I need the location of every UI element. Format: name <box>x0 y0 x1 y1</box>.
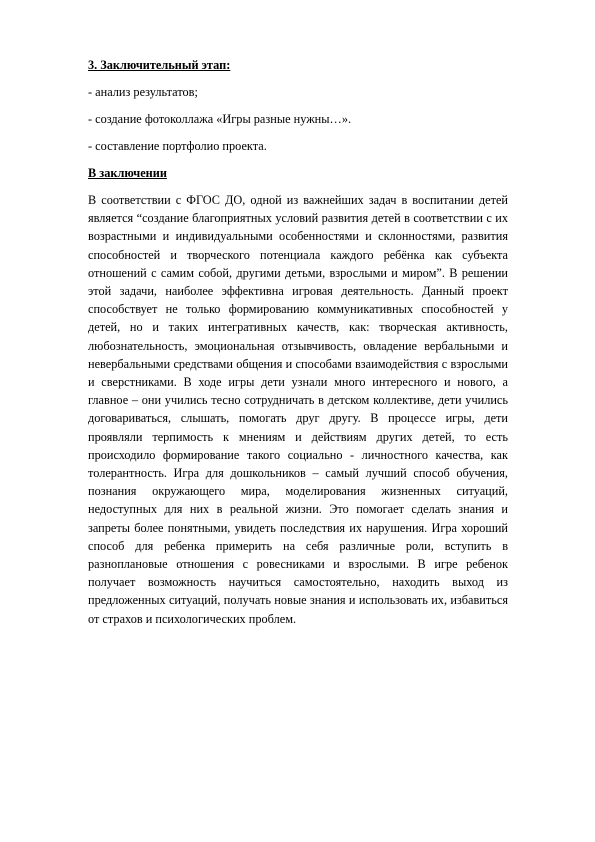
list-item-photo-collage: - создание фотоколлажа «Игры разные нужны…». <box>88 112 352 126</box>
conclusion-paragraph: В соответствии с ФГОС ДО, одной из важнейших задач в воспитании детей является “создание благоприятных условий развития детей в соответствии с их возрастными и индивидуальными особенностями и склонностями, развития способностей и творческого потенциала каждого ребёнка как субъекта отношений с самим собой, другими детьми, взрослыми и миром”. В решении этой задачи, наиболее эффективна игровая деятельность. Данный проект способствует не только формированию коммуникативных способностей у детей, но и таких интегративных качеств, как: творческая активность, любознательность, эмоциональная отзывчивость, овладение вербальными и невербальными средствами общения и способами взаимодействия с взрослыми и сверстниками. В ходе игры дети узнали много интересного и нового, а главное – они учились тесно сотрудничать в детском коллективе, дети учились договариваться, слышать, помогать друг другу. В процессе игры, дети проявляли терпимость к мнениям и действиям других детей, то есть происходило формирование такого социально - личностного качества, как толерантность. Игра для дошкольников – самый лучший способ обучения, познания окружающего мира, моделирования жизненных ситуаций, недоступных для них в реальной жизни. Это помогает сделать знания и запреты более понятными, увидеть последствия их нарушения. Игра хороший способ для ребенка примерить на себя различные роли, вступить в разноплановые отношения с ровесниками и взрослыми. В игре ребенок получает возможность научиться самостоятельно, находить выход из предложенных ситуаций, получать новые знания и использовать их, избавиться от страхов и психологических проблем. <box>88 193 508 626</box>
conclusion-heading: В заключении <box>88 166 167 180</box>
list-item-portfolio: - составление портфолио проекта. <box>88 139 267 153</box>
stage-title: 3. Заключительный этап: <box>88 58 231 72</box>
list-item-analysis: - анализ результатов; <box>88 85 198 99</box>
document-body <box>88 56 508 628</box>
